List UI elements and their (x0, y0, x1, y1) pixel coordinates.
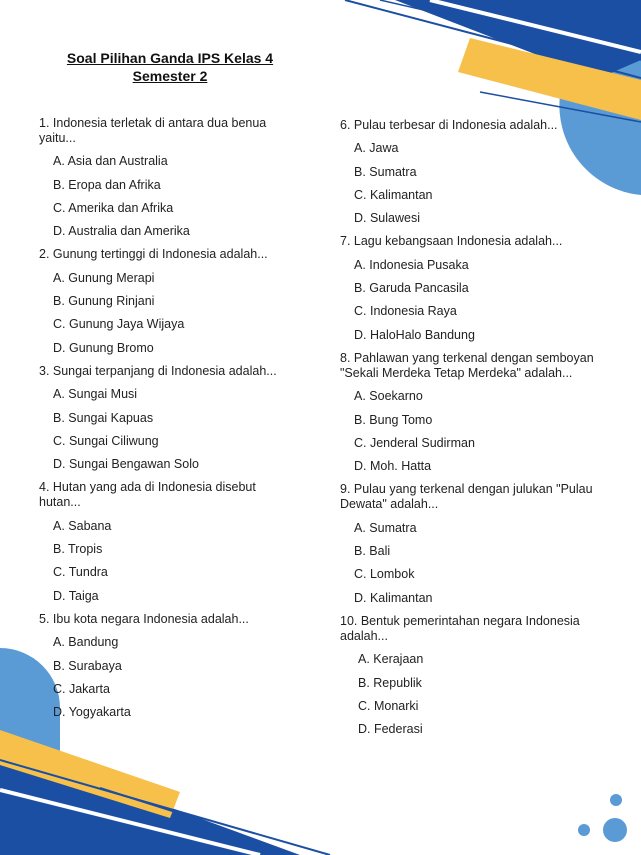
option-d: D. Sulawesi (354, 211, 420, 226)
question-2 (39, 247, 289, 355)
option-a: A. Soekarno (354, 389, 423, 404)
option-d: D. Kalimantan (354, 590, 433, 605)
page-title (60, 49, 280, 85)
question-5 (39, 612, 289, 720)
title-line-2: Semester 2 (132, 68, 208, 84)
question-9 (340, 482, 610, 605)
question-4 (39, 480, 289, 603)
option-a: A. Sungai Musi (53, 387, 138, 402)
question-text: 3. Sungai terpanjang di Indonesia adalah... (39, 363, 277, 378)
option-d: D. Sungai Bengawan Solo (53, 457, 199, 472)
options-list (39, 635, 289, 720)
options-list (39, 154, 289, 239)
option-b: B. Bali (354, 544, 391, 559)
question-3 (39, 364, 289, 472)
dots-decoration (578, 794, 627, 842)
question-text: 9. Pulau yang terkenal dengan julukan "Pulau Dewata" adalah... (340, 482, 593, 512)
option-b: B. Surabaya (53, 658, 122, 673)
question-text: 7. Lagu kebangsaan Indonesia adalah... (340, 234, 563, 249)
option-a: A. Gunung Merapi (53, 270, 155, 285)
option-d: D. Federasi (358, 722, 423, 737)
title-line-1: Soal Pilihan Ganda IPS Kelas 4 (66, 50, 274, 66)
option-c: C. Indonesia Raya (354, 304, 457, 319)
question-text: 1. Indonesia terletak di antara dua benua yaitu... (39, 116, 267, 145)
option-c: C. Kalimantan (354, 187, 433, 202)
option-b: B. Tropis (53, 542, 103, 557)
option-b: B. Bung Tomo (354, 412, 433, 427)
option-d: D. Yogyakarta (53, 705, 131, 720)
option-c: C. Tundra (53, 565, 108, 580)
option-a: A. Jawa (354, 141, 399, 156)
question-10 (340, 614, 610, 737)
options-list (340, 389, 610, 474)
question-1 (39, 116, 289, 239)
option-c: C. Sungai Ciliwung (53, 433, 159, 448)
option-b: B. Eropa dan Afrika (53, 177, 161, 192)
left-column (39, 116, 289, 720)
option-a: A. Sumatra (354, 520, 417, 535)
question-text: 6. Pulau terbesar di Indonesia adalah... (340, 118, 558, 132)
option-a: A. Asia dan Australia (53, 154, 168, 169)
question-6 (340, 118, 610, 226)
option-d: D. Taiga (53, 588, 99, 603)
right-column (340, 118, 610, 737)
option-d: D. Moh. Hatta (354, 459, 432, 474)
option-d: D. Australia dan Amerika (53, 224, 190, 239)
question-8 (340, 351, 610, 474)
option-a: A. Indonesia Pusaka (354, 257, 469, 272)
option-b: B. Republik (358, 675, 422, 690)
options-list (340, 258, 610, 343)
option-c: C. Gunung Jaya Wijaya (53, 317, 185, 332)
option-a: A. Kerajaan (358, 652, 424, 667)
option-b: B. Sungai Kapuas (53, 410, 154, 425)
option-b: B. Gunung Rinjani (53, 294, 155, 309)
option-d: D. Gunung Bromo (53, 340, 154, 355)
question-7 (340, 234, 610, 342)
option-c: C. Jenderal Sudirman (354, 435, 475, 450)
options-list (340, 521, 610, 606)
question-text: 5. Ibu kota negara Indonesia adalah... (39, 611, 249, 626)
options-list (340, 652, 610, 737)
option-b: B. Sumatra (354, 164, 417, 179)
question-text: 4. Hutan yang ada di Indonesia disebut hutan... (39, 480, 256, 510)
question-text: 8. Pahlawan yang terkenal dengan semboyan "Sekali Merdeka Tetap Merdeka" adalah... (340, 350, 594, 380)
question-text: 10. Bentuk pemerintahan negara Indonesia adalah... (340, 613, 580, 643)
option-d: D. HaloHalo Bandung (354, 327, 475, 342)
option-c: C. Lombok (354, 567, 415, 582)
options-list (39, 387, 289, 472)
options-list (39, 271, 289, 356)
option-c: C. Amerika dan Afrika (53, 200, 174, 215)
question-text: 2. Gunung tertinggi di Indonesia adalah... (39, 247, 268, 262)
option-c: C. Jakarta (53, 681, 110, 696)
option-c: C. Monarki (358, 698, 419, 713)
option-a: A. Bandung (53, 635, 119, 650)
options-list (340, 141, 610, 226)
option-a: A. Sabana (53, 518, 112, 533)
options-list (39, 519, 289, 604)
option-b: B. Garuda Pancasila (354, 281, 469, 296)
